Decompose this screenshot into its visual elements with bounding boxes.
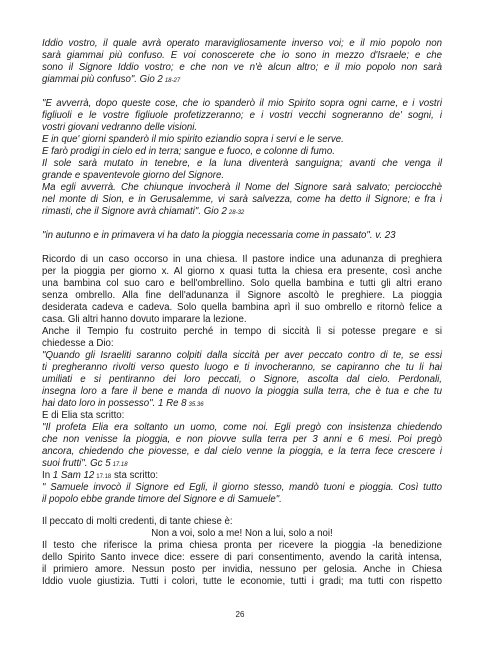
- text-line: [42, 182, 442, 194]
- text-line: [42, 266, 442, 278]
- line-text: casa. Gli altri hanno dovuto imparare la lezione.: [42, 314, 247, 325]
- line-text: per la pioggia per giorno x. Al giorno x quasi tutta la chiesa era presente, così anche: [42, 266, 442, 277]
- line-text: insegna loro a fare il bene e manda di nuovo la pioggia sulla terra, che è tua e che tu: [42, 386, 442, 397]
- text-line: [42, 552, 442, 564]
- line-text: E in que' giorni spanderò il mio spirito eziandio sopra i servi e le serve.: [42, 134, 344, 145]
- verse-reference: 18-27: [164, 78, 181, 84]
- text-line: [42, 350, 442, 362]
- text-line: [42, 230, 442, 242]
- line-text: "Quando gli Israeliti saranno colpiti dalla siccità per aver peccato contro di te, se essi: [42, 350, 442, 361]
- line-text: "in autunno e in primavera vi ha dato la pioggia necessaria come in passato". v. 23: [42, 230, 396, 241]
- line-text: ancora, chiedendo che piovesse, e dal cielo venne la pioggia, e la terra fece crescere i: [42, 446, 442, 457]
- line-text: sarà giammai più confuso. E voi conoscerete che io sono in mezzo d'Israele; e che: [42, 50, 442, 61]
- text-line: [42, 494, 442, 506]
- text-line: [42, 528, 442, 540]
- text-line: [42, 194, 442, 206]
- text-line: [42, 374, 442, 386]
- text-line: [42, 516, 442, 528]
- page-number: 26: [235, 610, 245, 619]
- line-text: giammai più confuso". Gio 2: [42, 74, 163, 85]
- line-text: In: [42, 470, 53, 481]
- text-line: [42, 146, 442, 158]
- text-line: [42, 74, 442, 87]
- line-text: che non venisse la pioggia, e non piovve sulla terra per 3 anni e 6 mesi. Poi pregò: [42, 434, 442, 445]
- line-text: desiderata cadeva e cadeva. Solo quella bambina aprì il suo ombrello e ritornò felice a: [42, 302, 442, 313]
- text-line: [42, 278, 442, 290]
- text-line: [42, 482, 442, 494]
- text-line: [42, 290, 442, 302]
- line-text: ti pregheranno rivolti verso questo luogo e ti invocheranno, se capiranno che tu li hai: [42, 362, 442, 373]
- text-line: [42, 434, 442, 446]
- verse-reference: 17.18: [96, 474, 112, 480]
- line-text: Il sole sarà mutato in tenebre, e la luna diventerà sanguigna; avanti che venga il: [42, 158, 442, 169]
- line-text: figliuoli e le vostre figliuole profetizzeranno; e i vostri vecchi sogneranno de' sogni, i: [42, 110, 442, 121]
- line-text: Iddio vostro, il quale avrà operato maravigliosamente inverso voi; e il mio popolo non: [42, 38, 442, 49]
- text-line: [42, 314, 442, 326]
- text-line: [42, 540, 442, 552]
- text-line: [42, 122, 442, 134]
- text-line: [42, 254, 442, 266]
- verse-reference: 17.18: [112, 462, 128, 468]
- text-line: [42, 206, 442, 219]
- text-line: [42, 170, 442, 182]
- text-line: [42, 410, 442, 422]
- text-line: [42, 38, 442, 50]
- line-text: umiliati e si pentiranno dei loro peccati, o Signore, ascolta dal cielo. Perdonali,: [42, 374, 442, 385]
- text-line: [42, 446, 442, 458]
- line-text: Il peccato di molti credenti, di tante chiese è:: [42, 516, 233, 527]
- line-text: E farò prodigi in cielo ed in terra; sangue e fuoco, e colonne di fumo.: [42, 146, 335, 157]
- text-line: [42, 98, 442, 110]
- line-text: Anche il Tempio fu costruito perché in tempo di siccità lì si potesse pregare e si: [42, 326, 442, 337]
- scripture-reference: 1 Sam 12: [52, 470, 95, 481]
- line-text: il primiero amore. Nessun posto per invidia, nessuno per gelosia. Anche in Chiesa: [42, 564, 442, 575]
- text-line: [42, 362, 442, 374]
- line-text: hai dato loro in possesso". 1 Re 8: [42, 398, 187, 409]
- line-text: Il testo che riferisce la prima chiesa pronta per ricevere la pioggia -la benedizione: [42, 540, 442, 551]
- line-text: nel monte di Sion, e in Gerusalemme, vi sarà salvezza, come ha detto il Signore; e fra i: [42, 194, 442, 205]
- line-text: vostri giovani vedranno delle visioni.: [42, 122, 198, 133]
- text-line: [42, 158, 442, 170]
- line-text: Non a voi, solo a me! Non a lui, solo a noi!: [151, 528, 333, 539]
- verse-reference: 35.36: [188, 402, 204, 408]
- text-line: [42, 302, 442, 314]
- line-text: dello Spirito Santo invece dice: essere di pari consentimento, avendo la carità intensa,: [42, 552, 442, 563]
- text-line: [42, 62, 442, 74]
- text-line: [42, 338, 442, 350]
- text-line: [42, 50, 442, 62]
- line-text: rimasti, che il Signore avrà chiamati". Gio 2: [42, 206, 227, 217]
- line-text: sono il Signore Iddio vostro; e che non ve n'è alcun altro; e il mio popolo non sarà: [42, 62, 442, 73]
- line-text: Ma egli avverrà. Che chiunque invocherà il Nome del Signore sarà salvato; perciocchè: [42, 182, 442, 193]
- line-text: " Samuele invocò il Signore ed Egli, il giorno stesso, mandò tuoni e pioggia. Così tutto: [42, 482, 442, 493]
- line-text: Iddio vuole giustizia. Tutti i colori, tutte le economie, tutti i gradi; ma tutti con rispetto: [42, 576, 442, 587]
- text-line: [42, 386, 442, 398]
- text-line: [42, 326, 442, 338]
- text-line: [42, 134, 442, 146]
- text-line: [42, 422, 442, 434]
- verse-reference: 28-32: [228, 210, 245, 216]
- line-text: grande e spaventevole giorno del Signore.: [42, 170, 225, 181]
- line-text: suoi frutti". Gc 5: [42, 458, 111, 469]
- line-text: il popolo ebbe grande timore del Signore e di Samuele".: [42, 494, 282, 505]
- line-text: "E avverrà, dopo queste cose, che io spanderò il mio Spirito sopra ogni carne, e i vostri: [42, 98, 442, 109]
- line-text: senza ombrello. Alla fine dell'adunanza il Signore ascoltò le preghiere. La pioggia: [42, 290, 442, 301]
- line-text: Ricordo di un caso occorso in una chiesa. Il pastore indice una adunanza di preghiera: [42, 254, 442, 265]
- line-text: "Il profeta Elia era soltanto un uomo, come noi. Egli pregò con insistenza chiedendo: [42, 422, 442, 433]
- text-line: [42, 564, 442, 576]
- line-text: una bambina col suo caro e bell'ombrellino. Solo quella bambina e tutti gli altri erano: [42, 278, 442, 289]
- text-line: [42, 576, 442, 588]
- line-text: E di Elia sta scritto:: [42, 410, 125, 421]
- text-line: [42, 110, 442, 122]
- line-text-tail: sta scritto:: [111, 470, 159, 481]
- line-text: chiedesse a Dio:: [42, 338, 114, 349]
